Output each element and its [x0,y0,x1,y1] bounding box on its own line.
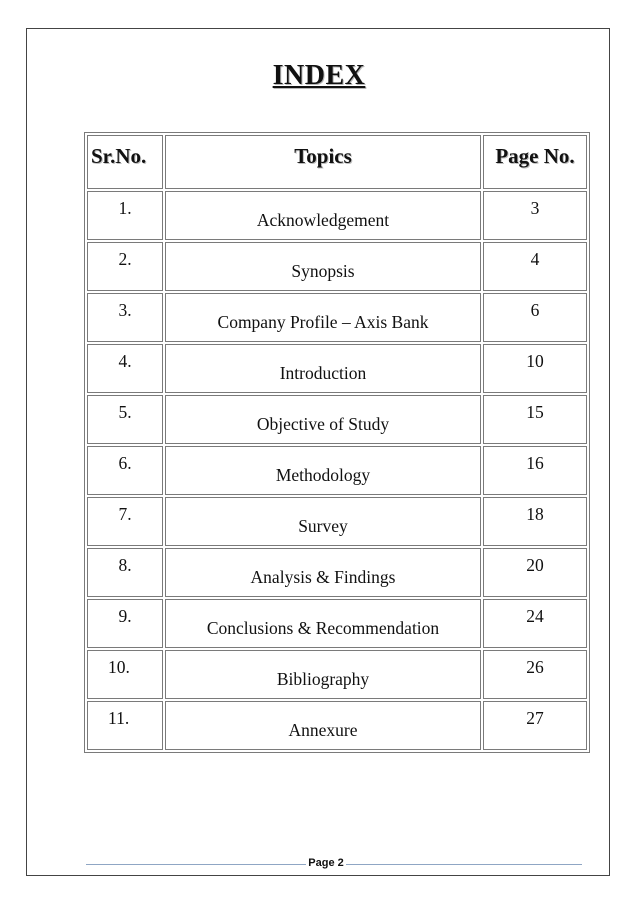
row-topic: Conclusions & Recommendation [165,599,481,648]
row-topic: Annexure [165,701,481,750]
row-sr-no: 8. [87,548,163,597]
row-sr-no: 7. [87,497,163,546]
row-topic: Survey [165,497,481,546]
row-sr-no: 3. [87,293,163,342]
row-page-no: 3 [483,191,587,240]
row-sr-no: 4. [87,344,163,393]
page-title: INDEX [272,60,366,91]
table-row [87,293,587,342]
footer-divider-right [346,864,582,865]
row-page-no: 15 [483,395,587,444]
row-sr-no: 2. [87,242,163,291]
table-header-row [87,135,587,189]
row-page-no: 20 [483,548,587,597]
row-sr-no: 5. [87,395,163,444]
page-number: Page 2 [308,857,344,869]
row-page-no: 10 [483,344,587,393]
table-row [87,599,587,648]
footer-divider-left [86,864,306,865]
table-row [87,344,587,393]
row-topic: Objective of Study [165,395,481,444]
row-topic: Introduction [165,344,481,393]
row-sr-no: 1. [87,191,163,240]
row-topic: Synopsis [165,242,481,291]
row-page-no: 26 [483,650,587,699]
row-page-no: 18 [483,497,587,546]
row-sr-no: 9. [87,599,163,648]
row-topic: Acknowledgement [165,191,481,240]
header-page-no: Page No. [483,135,587,189]
header-topics: Topics [165,135,481,189]
table-row [87,650,587,699]
row-page-no: 16 [483,446,587,495]
row-sr-no: 6. [87,446,163,495]
row-page-no: 6 [483,293,587,342]
row-page-no: 4 [483,242,587,291]
row-page-no: 24 [483,599,587,648]
index-table [84,132,590,753]
row-topic: Methodology [165,446,481,495]
table-row [87,701,587,750]
table-row [87,395,587,444]
header-sr-no: Sr.No. [87,135,163,189]
row-topic: Company Profile – Axis Bank [165,293,481,342]
table-row [87,446,587,495]
table-row [87,497,587,546]
table-row [87,191,587,240]
row-sr-no: 10. [87,650,163,699]
table-row [87,242,587,291]
row-topic: Bibliography [165,650,481,699]
row-topic: Analysis & Findings [165,548,481,597]
row-page-no: 27 [483,701,587,750]
row-sr-no: 11. [87,701,163,750]
table-row [87,548,587,597]
